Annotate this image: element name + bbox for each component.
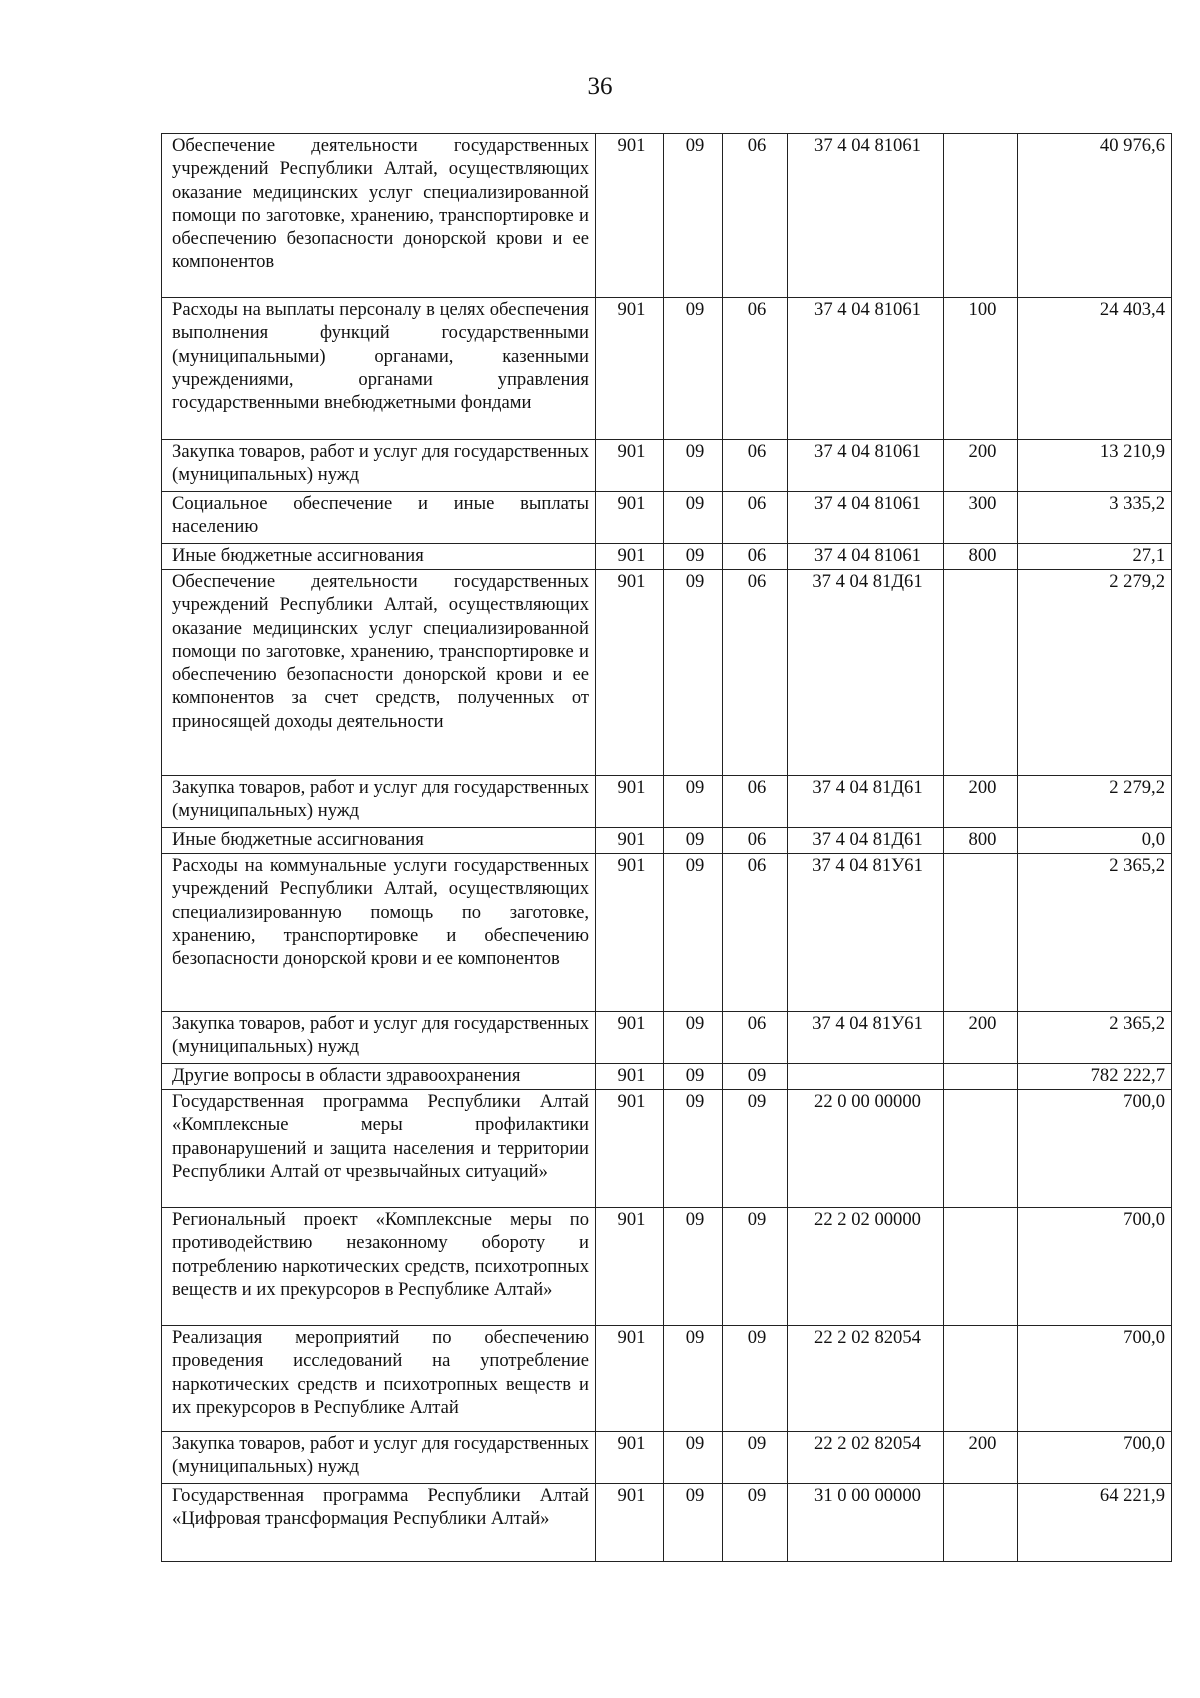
- cell-expense-type-code: 800: [944, 828, 1018, 854]
- cell-expense-name: Закупка товаров, работ и услуг для государственных (муниципальных) нужд: [162, 440, 596, 492]
- cell-target-article-code: 37 4 04 81061: [788, 492, 944, 544]
- cell-section-code: 09: [664, 134, 723, 298]
- cell-subsection-code: 06: [723, 544, 788, 570]
- table-row: [162, 1432, 1172, 1484]
- cell-ministry-code: 901: [596, 776, 664, 828]
- cell-subsection-code: 09: [723, 1432, 788, 1484]
- cell-expense-type-code: [944, 1208, 1018, 1326]
- cell-section-code: 09: [664, 570, 723, 776]
- cell-expense-type-code: 800: [944, 544, 1018, 570]
- cell-target-article-code: 37 4 04 81У61: [788, 1012, 944, 1064]
- cell-amount: 782 222,7: [1018, 1064, 1172, 1090]
- cell-expense-name: Расходы на выплаты персоналу в целях обеспечения выполнения функций государственными (муниципальными) органами, казенными учреждениями, органами управления государственными внебюджетными фондами: [162, 298, 596, 440]
- cell-ministry-code: 901: [596, 854, 664, 1012]
- cell-expense-type-code: 100: [944, 298, 1018, 440]
- cell-amount: 2 365,2: [1018, 854, 1172, 1012]
- cell-subsection-code: 06: [723, 492, 788, 544]
- cell-ministry-code: 901: [596, 1484, 664, 1562]
- cell-expense-type-code: 200: [944, 1432, 1018, 1484]
- cell-ministry-code: 901: [596, 134, 664, 298]
- cell-section-code: 09: [664, 1090, 723, 1208]
- table-row: [162, 1484, 1172, 1562]
- cell-ministry-code: 901: [596, 1064, 664, 1090]
- cell-ministry-code: 901: [596, 1012, 664, 1064]
- table-row: [162, 544, 1172, 570]
- cell-expense-name: Обеспечение деятельности государственных учреждений Республики Алтай, осуществляющих оказание медицинских услуг специализированной помощи по заготовке, хранению, транспортировке и обеспечению безопасности донорской крови и ее компонентов: [162, 134, 596, 298]
- cell-expense-type-code: [944, 1484, 1018, 1562]
- cell-ministry-code: 901: [596, 440, 664, 492]
- cell-ministry-code: 901: [596, 828, 664, 854]
- cell-expense-name: Обеспечение деятельности государственных учреждений Республики Алтай, осуществляющих оказание медицинских услуг специализированной помощи по заготовке, хранению, транспортировке и обеспечению безопасности донорской крови и ее компонентов за счет средств, полученных от приносящей доходы деятельности: [162, 570, 596, 776]
- cell-target-article-code: 22 0 00 00000: [788, 1090, 944, 1208]
- cell-section-code: 09: [664, 776, 723, 828]
- cell-ministry-code: 901: [596, 1432, 664, 1484]
- cell-section-code: 09: [664, 1208, 723, 1326]
- cell-expense-type-code: 200: [944, 440, 1018, 492]
- cell-amount: 700,0: [1018, 1326, 1172, 1432]
- cell-expense-type-code: 200: [944, 1012, 1018, 1064]
- cell-expense-name: Региональный проект «Комплексные меры по противодействию незаконному обороту и потреблению наркотических средств, психотропных веществ и их прекурсоров в Республике Алтай»: [162, 1208, 596, 1326]
- table-row: [162, 828, 1172, 854]
- table-row: [162, 570, 1172, 776]
- cell-section-code: 09: [664, 828, 723, 854]
- table-row: [162, 1064, 1172, 1090]
- cell-expense-name: Иные бюджетные ассигнования: [162, 828, 596, 854]
- cell-subsection-code: 09: [723, 1484, 788, 1562]
- cell-subsection-code: 09: [723, 1064, 788, 1090]
- cell-subsection-code: 09: [723, 1208, 788, 1326]
- table-row: [162, 492, 1172, 544]
- cell-amount: 27,1: [1018, 544, 1172, 570]
- cell-expense-type-code: [944, 1326, 1018, 1432]
- table-row: [162, 1326, 1172, 1432]
- cell-target-article-code: 37 4 04 81Д61: [788, 828, 944, 854]
- cell-section-code: 09: [664, 1012, 723, 1064]
- cell-target-article-code: 22 2 02 82054: [788, 1326, 944, 1432]
- cell-subsection-code: 06: [723, 1012, 788, 1064]
- cell-expense-name: Реализация мероприятий по обеспечению проведения исследований на употребление наркотических средств и психотропных веществ и их прекурсоров в Республике Алтай: [162, 1326, 596, 1432]
- cell-section-code: 09: [664, 1432, 723, 1484]
- cell-amount: 700,0: [1018, 1432, 1172, 1484]
- cell-section-code: 09: [664, 854, 723, 1012]
- table-row: [162, 440, 1172, 492]
- cell-target-article-code: 37 4 04 81061: [788, 298, 944, 440]
- cell-expense-name: Иные бюджетные ассигнования: [162, 544, 596, 570]
- cell-expense-type-code: [944, 570, 1018, 776]
- cell-target-article-code: 22 2 02 00000: [788, 1208, 944, 1326]
- cell-target-article-code: 37 4 04 81061: [788, 544, 944, 570]
- cell-subsection-code: 06: [723, 776, 788, 828]
- cell-amount: 64 221,9: [1018, 1484, 1172, 1562]
- cell-amount: 3 335,2: [1018, 492, 1172, 544]
- cell-ministry-code: 901: [596, 1326, 664, 1432]
- cell-expense-name: Закупка товаров, работ и услуг для государственных (муниципальных) нужд: [162, 1012, 596, 1064]
- cell-ministry-code: 901: [596, 570, 664, 776]
- cell-amount: 2 279,2: [1018, 776, 1172, 828]
- cell-section-code: 09: [664, 1064, 723, 1090]
- cell-section-code: 09: [664, 1484, 723, 1562]
- cell-expense-name: Другие вопросы в области здравоохранения: [162, 1064, 596, 1090]
- cell-ministry-code: 901: [596, 544, 664, 570]
- cell-subsection-code: 06: [723, 134, 788, 298]
- table-row: [162, 776, 1172, 828]
- cell-ministry-code: 901: [596, 298, 664, 440]
- cell-ministry-code: 901: [596, 1090, 664, 1208]
- table-row: [162, 1208, 1172, 1326]
- cell-expense-name: Государственная программа Республики Алтай «Комплексные меры профилактики правонарушений и защита населения и территории Республики Алтай от чрезвычайных ситуаций»: [162, 1090, 596, 1208]
- cell-amount: 2 279,2: [1018, 570, 1172, 776]
- cell-subsection-code: 06: [723, 298, 788, 440]
- table-row: [162, 1012, 1172, 1064]
- cell-amount: 13 210,9: [1018, 440, 1172, 492]
- table-row: [162, 134, 1172, 298]
- cell-target-article-code: 37 4 04 81У61: [788, 854, 944, 1012]
- table-row: [162, 298, 1172, 440]
- budget-table: [161, 133, 1172, 1562]
- cell-expense-type-code: [944, 134, 1018, 298]
- cell-target-article-code: 37 4 04 81061: [788, 440, 944, 492]
- cell-expense-type-code: [944, 854, 1018, 1012]
- cell-expense-type-code: 300: [944, 492, 1018, 544]
- cell-section-code: 09: [664, 1326, 723, 1432]
- cell-amount: 2 365,2: [1018, 1012, 1172, 1064]
- cell-amount: 700,0: [1018, 1090, 1172, 1208]
- cell-amount: 40 976,6: [1018, 134, 1172, 298]
- cell-expense-type-code: [944, 1090, 1018, 1208]
- page-number: 36: [587, 73, 613, 100]
- table-row: [162, 1090, 1172, 1208]
- cell-target-article-code: 22 2 02 82054: [788, 1432, 944, 1484]
- cell-subsection-code: 06: [723, 570, 788, 776]
- cell-amount: 0,0: [1018, 828, 1172, 854]
- cell-ministry-code: 901: [596, 492, 664, 544]
- cell-subsection-code: 09: [723, 1326, 788, 1432]
- cell-amount: 24 403,4: [1018, 298, 1172, 440]
- cell-target-article-code: [788, 1064, 944, 1090]
- budget-table-body: [162, 134, 1172, 1562]
- cell-section-code: 09: [664, 440, 723, 492]
- cell-subsection-code: 09: [723, 1090, 788, 1208]
- cell-section-code: 09: [664, 544, 723, 570]
- cell-expense-name: Социальное обеспечение и иные выплаты населению: [162, 492, 596, 544]
- cell-expense-type-code: 200: [944, 776, 1018, 828]
- cell-target-article-code: 31 0 00 00000: [788, 1484, 944, 1562]
- cell-subsection-code: 06: [723, 828, 788, 854]
- cell-expense-name: Закупка товаров, работ и услуг для государственных (муниципальных) нужд: [162, 776, 596, 828]
- cell-subsection-code: 06: [723, 854, 788, 1012]
- cell-expense-name: Государственная программа Республики Алтай «Цифровая трансформация Республики Алтай»: [162, 1484, 596, 1562]
- cell-expense-name: Закупка товаров, работ и услуг для государственных (муниципальных) нужд: [162, 1432, 596, 1484]
- cell-subsection-code: 06: [723, 440, 788, 492]
- table-row: [162, 854, 1172, 1012]
- cell-section-code: 09: [664, 298, 723, 440]
- cell-section-code: 09: [664, 492, 723, 544]
- cell-target-article-code: 37 4 04 81Д61: [788, 570, 944, 776]
- cell-expense-type-code: [944, 1064, 1018, 1090]
- cell-expense-name: Расходы на коммунальные услуги государственных учреждений Республики Алтай, осуществляющих специализированную помощь по заготовке, хранению, транспортировке и обеспечению безопасности донорской крови и ее компонентов: [162, 854, 596, 1012]
- cell-amount: 700,0: [1018, 1208, 1172, 1326]
- cell-target-article-code: 37 4 04 81061: [788, 134, 944, 298]
- cell-ministry-code: 901: [596, 1208, 664, 1326]
- cell-target-article-code: 37 4 04 81Д61: [788, 776, 944, 828]
